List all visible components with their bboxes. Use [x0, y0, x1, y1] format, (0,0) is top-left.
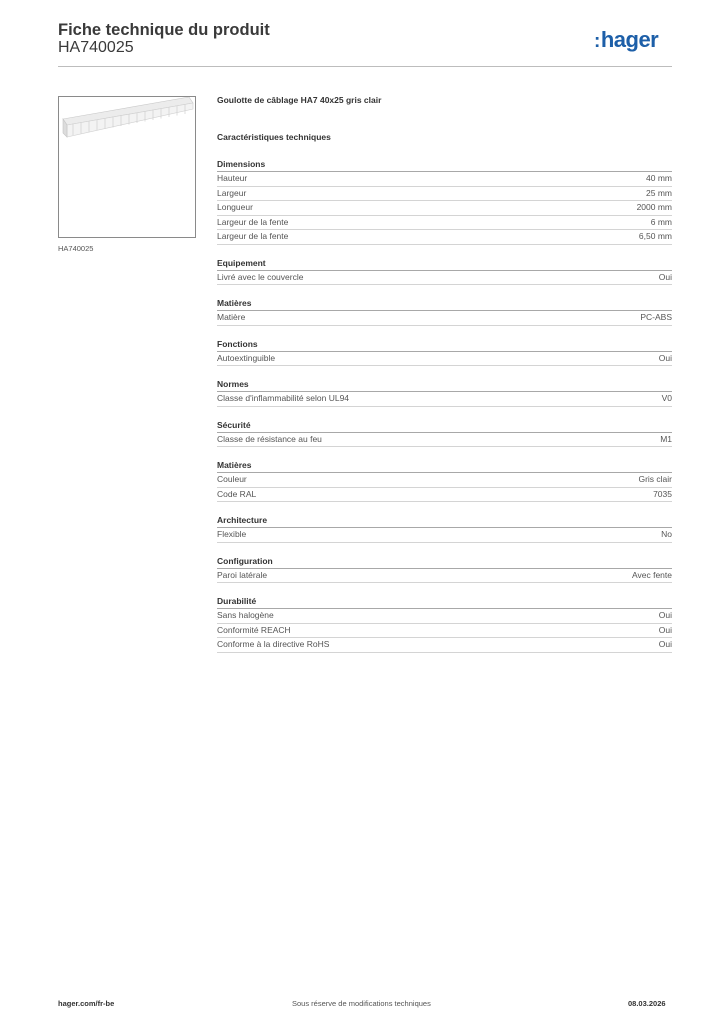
- spec-value: 40 mm: [646, 173, 672, 183]
- section-title: Equipement: [217, 257, 672, 271]
- section-title: Dimensions: [217, 158, 672, 172]
- spec-row: [217, 433, 672, 448]
- spec-section: [217, 514, 672, 543]
- spec-section: [217, 158, 672, 245]
- spec-label: Autoextinguible: [217, 352, 276, 363]
- spec-label: Largeur de la fente: [217, 216, 289, 227]
- spec-section: [217, 555, 672, 584]
- spec-value: Oui: [658, 610, 672, 620]
- spec-label: Matière: [217, 312, 246, 322]
- spec-label: Paroi latérale: [217, 569, 268, 580]
- spec-label: Couleur: [217, 474, 247, 484]
- section-title: Fonctions: [217, 338, 672, 352]
- spec-section: [217, 459, 672, 502]
- section-title: Durabilité: [217, 595, 672, 609]
- spec-label: Code RAL: [217, 488, 257, 499]
- spec-section: [217, 297, 672, 326]
- spec-label: Conforme à la directive RoHS: [217, 639, 330, 649]
- spec-label: Classe de résistance au feu: [217, 433, 322, 444]
- spec-row: [217, 473, 672, 488]
- section-title: Matières: [217, 459, 672, 473]
- spec-value: 7035: [653, 488, 672, 499]
- spec-value: Oui: [658, 352, 672, 363]
- spec-label: Classe d'inflammabilité selon UL94: [217, 393, 350, 403]
- spec-label: Hauteur: [217, 173, 248, 183]
- logo-text: hager: [600, 27, 659, 52]
- spec-label: Sans halogène: [217, 610, 274, 620]
- spec-value: Gris clair: [638, 474, 672, 484]
- spec-label: Largeur: [217, 187, 247, 198]
- spec-row: [217, 352, 672, 367]
- spec-value: M1: [660, 433, 672, 444]
- spec-row: [217, 528, 672, 543]
- spec-row: [217, 624, 672, 639]
- product-code: HA740025: [58, 39, 134, 56]
- spec-value: Oui: [658, 624, 672, 635]
- spec-row: [217, 230, 672, 245]
- section-title: Matières: [217, 297, 672, 311]
- spec-section: [217, 419, 672, 448]
- cable-duct-illustration: [59, 97, 195, 237]
- tech-characteristics-heading: Caractéristiques techniques: [217, 132, 331, 142]
- spec-value: Avec fente: [631, 569, 672, 580]
- spec-row: [217, 392, 672, 407]
- spec-value: Oui: [658, 271, 672, 282]
- spec-row: [217, 569, 672, 584]
- section-title: Configuration: [217, 555, 672, 569]
- spec-content: [217, 94, 672, 665]
- spec-label: Flexible: [217, 529, 247, 539]
- header-divider: [58, 66, 672, 67]
- spec-label: Livré avec le couvercle: [217, 271, 304, 282]
- spec-section: [217, 257, 672, 286]
- hager-logo: :hager: [594, 27, 659, 52]
- spec-row: [217, 609, 672, 624]
- spec-value: No: [661, 529, 672, 539]
- spec-value: PC-ABS: [640, 312, 672, 322]
- spec-section: [217, 595, 672, 653]
- product-name: Goulotte de câblage HA7 40x25 gris clair: [217, 95, 382, 105]
- footer-disclaimer: Sous réserve de modifications techniques: [292, 999, 431, 1008]
- spec-value: 2000 mm: [636, 202, 672, 212]
- spec-value: 6,50 mm: [638, 231, 672, 241]
- page-title: Fiche technique du produit: [58, 21, 270, 39]
- footer-date: 08.03.2026: [628, 999, 666, 1008]
- spec-value: 6 mm: [650, 216, 672, 227]
- spec-label: Longueur: [217, 202, 253, 212]
- spec-row: [217, 216, 672, 231]
- product-image: [58, 96, 196, 238]
- section-title: Architecture: [217, 514, 672, 528]
- spec-row: [217, 488, 672, 503]
- spec-sections: [217, 158, 672, 653]
- spec-label: Conformité REACH: [217, 624, 291, 635]
- section-title: Sécurité: [217, 419, 672, 433]
- footer-website[interactable]: hager.com/fr-be: [58, 999, 115, 1008]
- spec-value: 25 mm: [646, 187, 672, 198]
- spec-row: [217, 187, 672, 202]
- spec-label: Largeur de la fente: [217, 231, 289, 241]
- spec-row: [217, 271, 672, 286]
- spec-value: V0: [661, 393, 672, 403]
- spec-row: [217, 172, 672, 187]
- spec-section: [217, 338, 672, 367]
- spec-value: Oui: [658, 639, 672, 649]
- spec-section: [217, 378, 672, 407]
- section-title: Normes: [217, 378, 672, 392]
- spec-row: [217, 201, 672, 216]
- spec-row: [217, 638, 672, 653]
- image-caption: HA740025: [58, 244, 94, 253]
- spec-row: [217, 311, 672, 326]
